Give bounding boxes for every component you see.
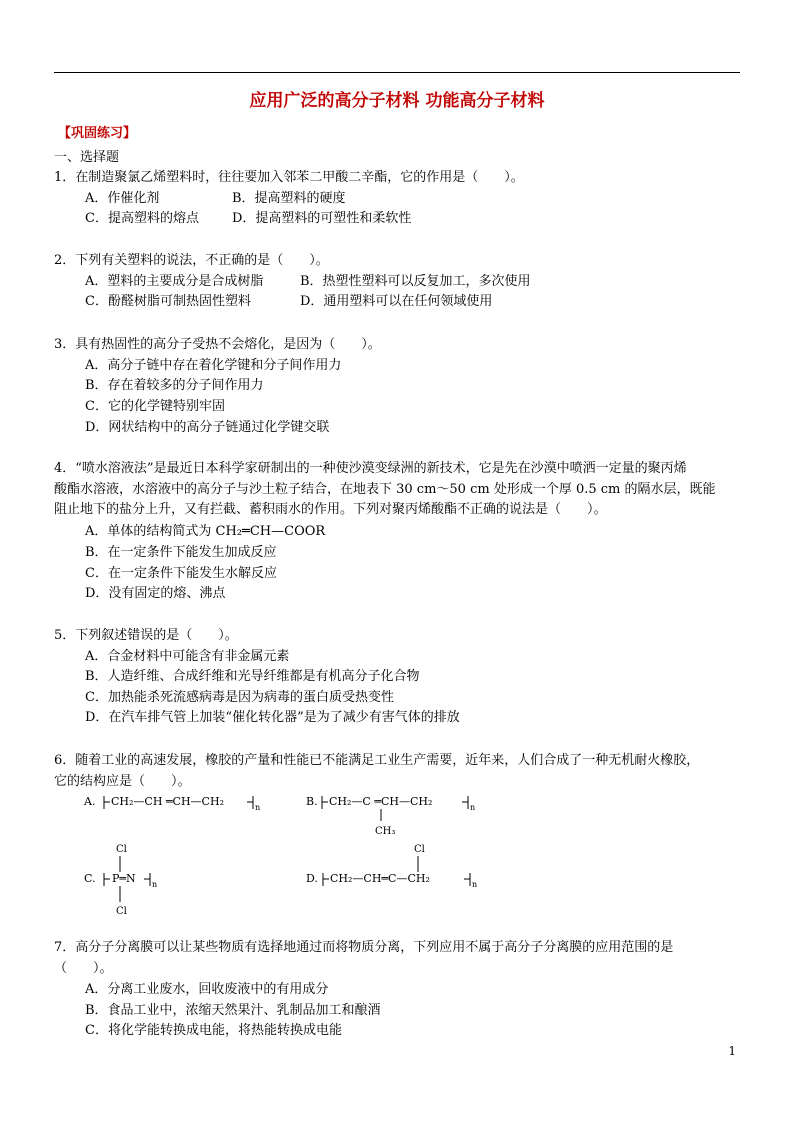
q5-option-d: D．在汽车排气管上加装“催化转化器”是为了减少有害气体的排放: [85, 710, 460, 725]
q2-option-b: B．热塑性塑料可以反复加工，多次使用: [300, 274, 531, 289]
q6-formula-b-subscript: n: [470, 803, 476, 812]
page-number: 1: [728, 1044, 736, 1058]
q6-formula-a-main: CH₂—CH ═CH—CH₂: [111, 795, 224, 808]
q2-option-d: D．通用塑料可以在任何领域使用: [300, 294, 493, 309]
question-7-stem-line-2: （ ）。: [54, 961, 113, 976]
q6-formula-b-main: CH₂—C ═CH—CH₂: [329, 795, 433, 808]
q6-formula-c-top: Cl: [116, 844, 127, 855]
q6-formula-a-label: A.: [84, 795, 96, 808]
page-title: 应用广泛的高分子材料 功能高分子材料: [249, 91, 545, 111]
q5-option-a: A．合金材料中可能含有非金属元素: [85, 649, 290, 664]
q7-option-b: B．食品工业中，浓缩天然果汁、乳制品加工和酿酒: [85, 1003, 381, 1018]
q1-option-a: A．作催化剂: [85, 191, 160, 206]
q3-option-b: B．存在着较多的分子间作用力: [85, 378, 264, 393]
q3-option-c: C．它的化学键特别牢固: [85, 399, 225, 414]
question-6-stem-line-2: 它的结构应是（ ）。: [54, 774, 191, 789]
q4-option-c: C．在一定条件下能发生水解反应: [85, 566, 277, 581]
q6-formula-c-bottom: Cl: [116, 906, 127, 917]
q6-structure-formulas: [80, 790, 500, 920]
question-1-stem: 1．在制造聚氯乙烯塑料时，往往要加入邻苯二甲酸二辛酯，它的作用是（ ）。: [54, 170, 524, 185]
question-4-stem-line-3: 阻止地下的盐分上升，又有拦截、蓄积雨水的作用。下列对聚丙烯酸酯不正确的说法是（ ）。: [54, 502, 607, 517]
q6-formula-d-subscript: n: [472, 880, 478, 889]
q4-option-d: D．没有固定的熔、沸点: [85, 586, 226, 601]
q6-formula-d-main: CH₂—CH═C—CH₂: [330, 872, 430, 885]
q6-formula-d-label: D.: [306, 872, 318, 885]
q1-option-c: C．提高塑料的熔点: [85, 211, 199, 226]
q6-formula-b-label: B.: [306, 795, 318, 808]
q7-option-c: C．将化学能转换成电能，将热能转换成电能: [85, 1023, 342, 1038]
q7-option-a: A．分离工业废水，回收废液中的有用成分: [85, 982, 329, 997]
q6-formula-a: [83, 795, 260, 812]
q5-option-c: C．加热能杀死流感病毒是因为病毒的蛋白质受热变性: [85, 690, 394, 705]
q6-formula-c: [84, 844, 157, 917]
q2-option-a: A．塑料的主要成分是合成树脂: [85, 274, 264, 289]
q1-option-d: D．提高塑料的可塑性和柔软性: [232, 211, 412, 226]
q5-option-b: B．人造纤维、合成纤维和光导纤维都是有机高分子化合物: [85, 669, 420, 684]
question-4-stem-line-1: 4．“喷水溶液法”是最近日本科学家研制出的一种使沙漠变绿洲的新技术，它是先在沙漠中喷洒一定量的聚丙烯: [54, 461, 687, 476]
q2-option-c: C．酚醛树脂可制热固性塑料: [85, 294, 251, 309]
part-heading: 一、选择题: [54, 150, 120, 165]
q6-formula-c-label: C.: [84, 872, 96, 885]
q6-formula-c-subscript: n: [152, 880, 158, 889]
q6-formula-b-branch: CH₃: [375, 826, 396, 837]
q6-formula-d: [306, 844, 477, 889]
header-rule: [54, 72, 740, 73]
question-6-stem-line-1: 6．随着工业的高速发展，橡胶的产量和性能已不能满足工业生产需要，近年来，人们合成了一种无机耐火橡胶，: [54, 753, 700, 768]
q1-option-b: B．提高塑料的硬度: [232, 191, 346, 206]
question-5-stem: 5．下列叙述错误的是（ ）。: [54, 628, 238, 643]
q4-option-b: B．在一定条件下能发生加成反应: [85, 545, 277, 560]
section-label: 【巩固练习】: [58, 126, 137, 141]
question-2-stem: 2．下列有关塑料的说法，不正确的是（ ）。: [54, 253, 329, 268]
q3-option-a: A．高分子链中存在着化学键和分子间作用力: [85, 358, 342, 373]
q6-formula-c-main: P═N: [112, 872, 136, 885]
q6-formula-a-subscript: n: [255, 803, 261, 812]
q3-option-d: D．网状结构中的高分子链通过化学键交联: [85, 420, 330, 435]
question-7-stem-line-1: 7．高分子分离膜可以让某些物质有选择地通过而将物质分离，下列应用不属于高分子分离膜的应用范围的是: [54, 940, 674, 955]
q6-formula-d-top: Cl: [414, 844, 425, 855]
q6-formula-b: [306, 795, 475, 837]
question-3-stem: 3．具有热固性的高分子受热不会熔化，是因为（ ）。: [54, 337, 381, 352]
question-4-stem-line-2: 酸酯水溶液，水溶液中的高分子与沙土粒子结合，在地表下 30 cm～50 cm 处形成一个厚 0.5 cm 的隔水层，既能: [54, 482, 716, 497]
q4-option-a: A．单体的结构简式为 CH₂═CH—COOR: [85, 524, 326, 539]
